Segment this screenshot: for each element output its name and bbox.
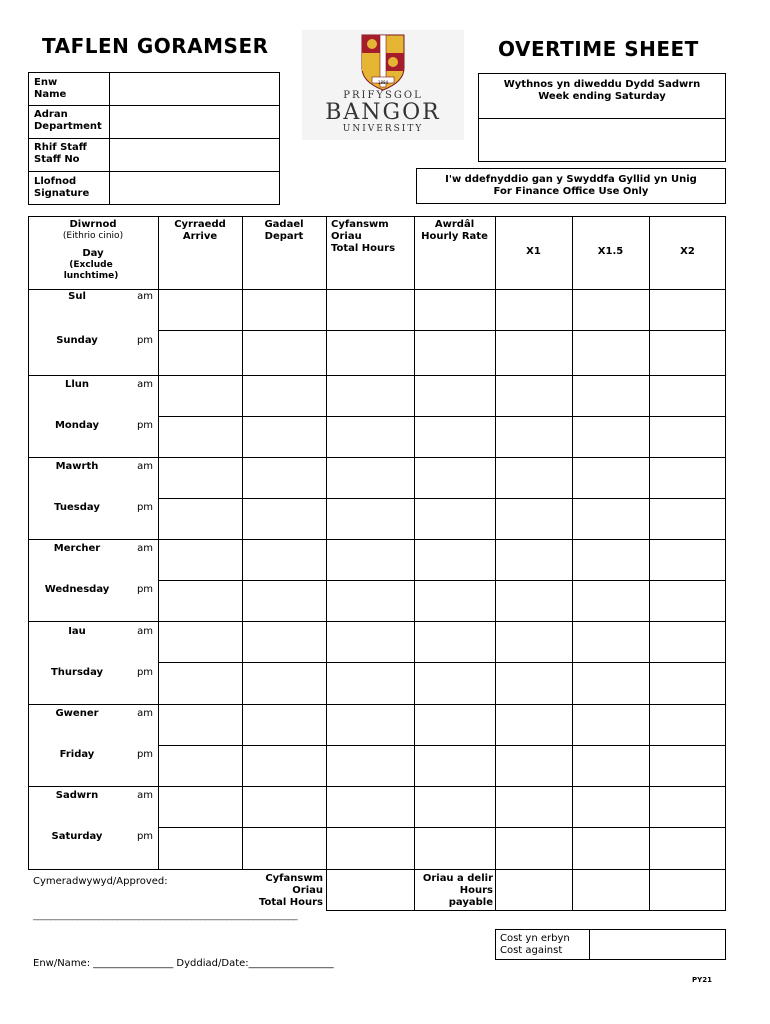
hours-payable-label: Oriau a delir Hours payable [422, 873, 493, 908]
day-english-saturday: Saturday [51, 831, 103, 842]
approved-signature-line[interactable]: ____________________________________________________________ [33, 910, 298, 921]
staff-no-field[interactable] [110, 139, 279, 171]
signature-field[interactable] [110, 172, 279, 204]
am-label: am [137, 461, 153, 472]
x1-header: X1 [526, 246, 541, 257]
day-welsh-sunday: Sul [68, 291, 86, 302]
name-date-line[interactable]: Enw/Name: ________________ Dyddiad/Date:_________________ [33, 958, 334, 969]
x2-header: X2 [680, 246, 695, 257]
form-code: PY21 [692, 976, 712, 984]
total-hours-header: Cyfanswm Oriau Total Hours [331, 219, 396, 254]
am-label: am [137, 543, 153, 554]
x15-header: X1.5 [597, 246, 624, 257]
university-logo [302, 30, 464, 140]
approved-label: Cymeradwywyd/Approved: [33, 876, 168, 887]
am-label: am [137, 291, 153, 302]
day-english-tuesday: Tuesday [54, 502, 100, 513]
title-english: OVERTIME SHEET [498, 37, 699, 61]
day-welsh-tuesday: Mawrth [55, 461, 99, 472]
name-label: Enw Name [34, 77, 67, 100]
week-ending-label: Wythnos yn diweddu Dydd Sadwrn Week ending Saturday [503, 79, 701, 102]
pm-label: pm [136, 335, 154, 346]
arrive-header: Cyrraedd Arrive [174, 219, 226, 242]
cost-against-field[interactable] [590, 930, 725, 959]
hourly-rate-header: Awrdâl Hourly Rate [421, 219, 488, 242]
week-ending-field[interactable] [479, 119, 725, 161]
logo-line1: PRIFYSGOL [343, 90, 423, 101]
finance-office-label: I'w ddefnyddio gan y Swyddfa Gyllid yn Unig For Finance Office Use Only [445, 174, 697, 197]
day-welsh-saturday: Sadwrn [55, 790, 99, 801]
logo-year: 1884 [377, 80, 389, 85]
cost-against-label: Cost yn erbyn Cost against [500, 933, 570, 956]
pm-label: pm [136, 584, 154, 595]
total-hours-footer-label: Cyfanswm Oriau Total Hours [258, 873, 323, 908]
day-header: Diwrnod (Eithrio cinio) Day (Exclude lunchtime) [62, 219, 124, 281]
signature-label: Llofnod Signature [34, 176, 90, 199]
day-welsh-friday: Gwener [55, 708, 99, 719]
pm-label: pm [136, 831, 154, 842]
logo-line2: BANGOR [325, 100, 441, 125]
am-label: am [137, 626, 153, 637]
pm-label: pm [136, 749, 154, 760]
title-welsh: TAFLEN GORAMSER [42, 34, 269, 58]
am-label: am [137, 790, 153, 801]
day-english-sunday: Sunday [56, 335, 98, 346]
day-english-monday: Monday [54, 420, 100, 431]
day-english-friday: Friday [59, 749, 95, 760]
staff-no-label: Rhif Staff Staff No [34, 142, 87, 165]
pm-label: pm [136, 502, 154, 513]
am-label: am [137, 379, 153, 390]
total-hours-field[interactable] [327, 870, 413, 910]
department-label: Adran Department [34, 109, 102, 132]
day-english-thursday: Thursday [50, 667, 104, 678]
day-welsh-wednesday: Mercher [53, 543, 101, 554]
day-welsh-thursday: Iau [68, 626, 86, 637]
day-welsh-monday: Llun [64, 379, 90, 390]
logo-line3: UNIVERSITY [342, 124, 424, 134]
depart-header: Gadael Depart [264, 219, 304, 242]
am-label: am [137, 708, 153, 719]
department-field[interactable] [110, 106, 279, 138]
pm-label: pm [136, 667, 154, 678]
pm-label: pm [136, 420, 154, 431]
day-english-wednesday: Wednesday [44, 584, 110, 595]
name-field[interactable] [110, 73, 279, 105]
